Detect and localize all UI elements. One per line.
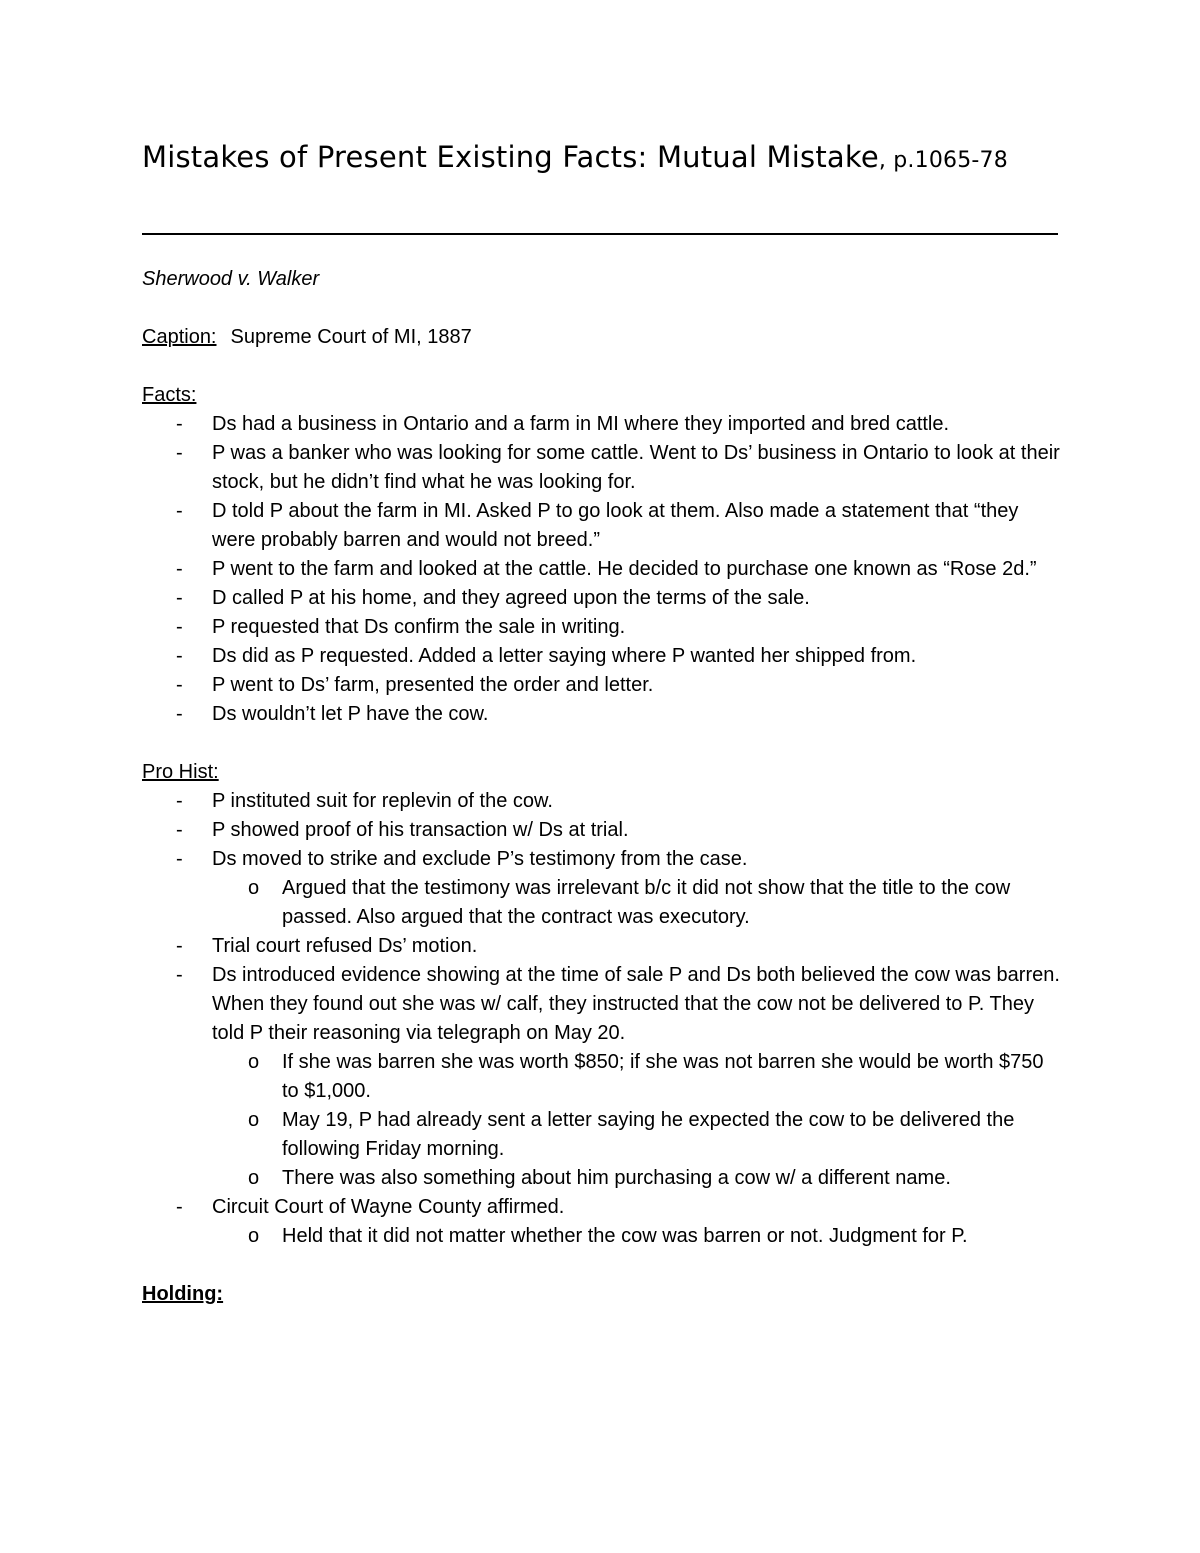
list-item [142,787,1062,816]
list-item-text: P went to the farm and looked at the cattle. He decided to purchase one known as “Rose 2d.” [212,558,1037,580]
list-item-text: D told P about the farm in MI. Asked P to go look at them. Also made a statement that “they were probably barren and would not breed.” [212,500,1019,551]
list-item-text: P instituted suit for replevin of the cow. [212,790,553,812]
list-item-text: P requested that Ds confirm the sale in writing. [212,616,626,638]
circle-marker: o [248,877,260,899]
sub-list-item-text: Argued that the testimony was irrelevant b/c it did not show that the title to the cow passed. Also argued that the contract was executory. [282,877,1011,928]
dash-marker: - [176,500,183,522]
list-item-text: D called P at his home, and they agreed upon the terms of the sale. [212,587,810,609]
sub-list-item [212,1106,1062,1164]
list-item-text: P was a banker who was looking for some cattle. Went to Ds’ business in Ontario to look at their stock, but he didn’t find what he was looking for. [212,442,1060,493]
dash-marker: - [176,935,183,957]
sub-list [212,1222,1062,1251]
dash-marker: - [176,442,183,464]
dash-marker: - [176,645,183,667]
list-item [142,497,1062,555]
list-item-text: P showed proof of his transaction w/ Ds at trial. [212,819,629,841]
title-pages: , p.1065-78 [878,148,1008,173]
dash-marker: - [176,674,183,696]
list-item [142,700,1062,729]
dash-marker: - [176,1196,183,1218]
dash-marker: - [176,964,183,986]
list-item-text: Ds had a business in Ontario and a farm in MI where they imported and bred cattle. [212,413,950,435]
list-item [142,932,1062,961]
list-item [142,845,1062,932]
sub-list [212,874,1062,932]
title-divider [142,233,1058,235]
circle-marker: o [248,1167,260,1189]
dash-marker: - [176,819,183,841]
sub-list-item [212,1164,1062,1193]
sub-list-item-text: There was also something about him purchasing a cow w/ a different name. [282,1167,951,1189]
sub-list-item [212,874,1062,932]
sub-list [212,1048,1062,1193]
sub-list-item [212,1222,1062,1251]
sub-list-item-text: May 19, P had already sent a letter saying he expected the cow to be delivered the following Friday morning. [282,1109,1015,1160]
dash-marker: - [176,703,183,725]
sub-list-item-text: If she was barren she was worth $850; if she was not barren she would be worth $750 to $1,000. [282,1051,1044,1102]
pro-hist-section [142,758,1062,1251]
list-item [142,410,1062,439]
sub-list-item-text: Held that it did not matter whether the cow was barren or not. Judgment for P. [282,1225,968,1247]
list-item-text: Ds introduced evidence showing at the time of sale P and Ds both believed the cow was barren. When they found out she was w/ calf, they instructed that the cow not be delivered to P. They told P their reasoning via telegraph on May 20. [212,964,1060,1044]
dash-marker: - [176,587,183,609]
list-item [142,671,1062,700]
list-item-text: Circuit Court of Wayne County affirmed. [212,1196,565,1218]
circle-marker: o [248,1051,260,1073]
dash-marker: - [176,558,183,580]
circle-marker: o [248,1109,260,1131]
list-item-text: Trial court refused Ds’ motion. [212,935,478,957]
list-item-text: Ds wouldn’t let P have the cow. [212,703,489,725]
caption-value: Supreme Court of MI, 1887 [230,326,472,348]
circle-marker: o [248,1225,260,1247]
list-item-text: Ds moved to strike and exclude P’s testimony from the case. [212,848,748,870]
dash-marker: - [176,790,183,812]
sub-list-item [212,1048,1062,1106]
case-name: Sherwood v. Walker [142,268,320,290]
list-item [142,816,1062,845]
list-item-text: Ds did as P requested. Added a letter saying where P wanted her shipped from. [212,645,917,667]
list-item-text: P went to Ds’ farm, presented the order and letter. [212,674,654,696]
title-main: Mistakes of Present Existing Facts: Mutual Mistake [142,140,879,174]
dash-marker: - [176,848,183,870]
list-item [142,1193,1062,1251]
list-item [142,642,1062,671]
holding-label: Holding: [142,1283,224,1305]
dash-marker: - [176,616,183,638]
holding-section [142,1280,1062,1309]
list-item [142,613,1062,642]
list-item [142,584,1062,613]
facts-label: Facts: [142,384,197,406]
list-item [142,439,1062,497]
pro-hist-label: Pro Hist: [142,761,219,783]
document-title [142,140,1057,178]
caption-label: Caption: [142,326,217,348]
pro-hist-list [142,787,1062,1251]
list-item [142,555,1062,584]
facts-section [142,381,1062,729]
caption-row [142,323,1062,352]
document-body [142,265,1062,1338]
facts-list [142,410,1062,729]
dash-marker: - [176,413,183,435]
list-item [142,961,1062,1193]
